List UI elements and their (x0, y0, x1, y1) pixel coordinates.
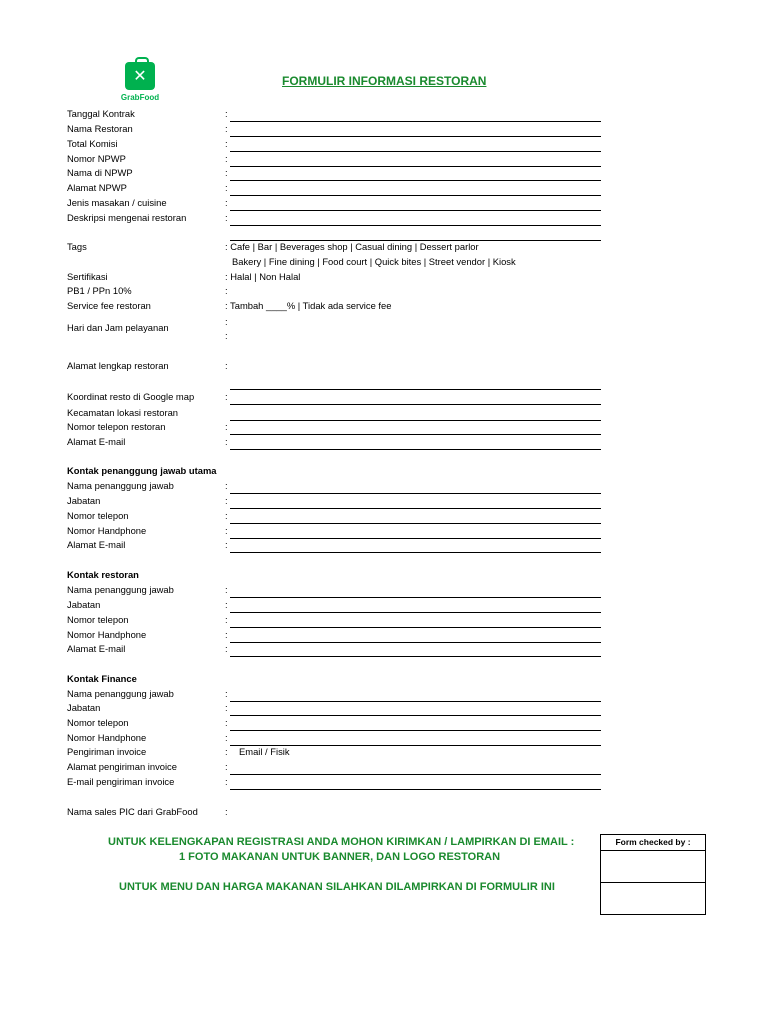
label-utama-nama: Nama penanggung jawab (67, 480, 174, 491)
colon: : (225, 806, 228, 817)
field-line-finance-nama[interactable] (230, 701, 601, 702)
tags-options-row2[interactable]: Bakery | Fine dining | Food court | Quick bites | Street vendor | Kiosk (232, 256, 516, 267)
label-restoran-email: Alamat E-mail (67, 643, 126, 654)
label-tanggal-kontrak: Tanggal Kontrak (67, 108, 135, 119)
label-koordinat: Koordinat resto di Google map (67, 391, 195, 402)
field-line-jenis-masakan[interactable] (230, 210, 601, 211)
label-alamat-npwp: Alamat NPWP (67, 182, 127, 193)
colon: : (225, 153, 228, 164)
label-nama-npwp: Nama di NPWP (67, 167, 133, 178)
colon: : (225, 525, 228, 536)
shopping-bag-icon (125, 62, 155, 90)
field-line-restoran-jabatan[interactable] (230, 612, 601, 613)
field-line-utama-jabatan[interactable] (230, 508, 601, 509)
label-jenis-masakan: Jenis masakan / cuisine (67, 197, 167, 208)
form-checked-box (600, 834, 706, 915)
colon: : (225, 495, 228, 506)
field-line-utama-handphone[interactable] (230, 538, 601, 539)
colon: : (225, 539, 228, 550)
label-hari-jam: Hari dan Jam pelayanan (67, 322, 169, 333)
colon: : (225, 746, 228, 757)
field-line-restoran-nama[interactable] (230, 597, 601, 598)
colon: : (225, 197, 228, 208)
colon: : (225, 688, 228, 699)
footer-instruction-3: UNTUK MENU DAN HARGA MAKANAN SILAHKAN DILAMPIRKAN DI FORMULIR INI (119, 881, 555, 893)
label-total-komisi: Total Komisi (67, 138, 118, 149)
label-pengiriman-invoice: Pengiriman invoice (67, 746, 147, 757)
field-line-finance-jabatan[interactable] (230, 715, 601, 716)
label-finance-handphone: Nomor Handphone (67, 732, 147, 743)
colon: : (225, 761, 228, 772)
colon: : (225, 182, 228, 193)
field-line-koordinat[interactable] (230, 404, 601, 405)
sertifikasi-options[interactable]: : Halal | Non Halal (225, 271, 301, 282)
colon: : (225, 599, 228, 610)
footer-instruction-2: 1 FOTO MAKANAN UNTUK BANNER, DAN LOGO RESTORAN (179, 851, 501, 863)
label-alamat-pengiriman: Alamat pengiriman invoice (67, 761, 177, 772)
label-pb1: PB1 / PPn 10% (67, 285, 132, 296)
pengiriman-invoice-options[interactable]: Email / Fisik (239, 746, 290, 757)
label-utama-telepon: Nomor telepon (67, 510, 129, 521)
field-line-alamat-pengiriman[interactable] (230, 774, 601, 775)
label-restoran-telepon: Nomor telepon (67, 614, 129, 625)
label-nomor-telepon-resto: Nomor telepon restoran (67, 421, 166, 432)
colon: : (225, 108, 228, 119)
colon: : (225, 391, 228, 402)
colon: : (225, 732, 228, 743)
label-finance-telepon: Nomor telepon (67, 717, 129, 728)
fork-knife-icon: ✕ (133, 66, 147, 85)
field-line-total-komisi[interactable] (230, 151, 601, 152)
colon: : (225, 629, 228, 640)
colon: : (225, 123, 228, 134)
field-line-finance-telepon[interactable] (230, 730, 601, 731)
form-checked-label: Form checked by : (601, 835, 705, 851)
colon: : (225, 717, 228, 728)
colon: : (225, 285, 228, 296)
colon: : (225, 614, 228, 625)
label-utama-jabatan: Jabatan (67, 495, 101, 506)
field-line-kecamatan[interactable] (230, 420, 601, 421)
section-heading-utama: Kontak penanggung jawab utama (67, 465, 217, 476)
colon: : (225, 584, 228, 595)
label-restoran-nama: Nama penanggung jawab (67, 584, 174, 595)
label-utama-handphone: Nomor Handphone (67, 525, 147, 536)
label-finance-nama: Nama penanggung jawab (67, 688, 174, 699)
field-line-email-pengiriman[interactable] (230, 789, 601, 790)
label-nomor-npwp: Nomor NPWP (67, 153, 126, 164)
colon: : (225, 316, 228, 327)
field-line-nomor-npwp[interactable] (230, 166, 601, 167)
colon: : (225, 702, 228, 713)
label-deskripsi: Deskripsi mengenai restoran (67, 212, 187, 223)
field-line-alamat-npwp[interactable] (230, 195, 601, 196)
field-line-restoran-email[interactable] (230, 656, 601, 657)
label-service-fee: Service fee restoran (67, 300, 151, 311)
colon: : (225, 776, 228, 787)
field-line-utama-email[interactable] (230, 552, 601, 553)
label-email-pengiriman: E-mail pengiriman invoice (67, 776, 175, 787)
section-heading-finance: Kontak Finance (67, 673, 137, 684)
label-utama-email: Alamat E-mail (67, 539, 126, 550)
label-tags: Tags (67, 241, 87, 252)
field-line-alamat-email[interactable] (230, 449, 601, 450)
field-line-nomor-telepon-resto[interactable] (230, 434, 601, 435)
label-alamat-email: Alamat E-mail (67, 436, 126, 447)
field-line-nama-npwp[interactable] (230, 180, 601, 181)
grabfood-logo (117, 62, 167, 106)
colon: : (225, 480, 228, 491)
label-finance-jabatan: Jabatan (67, 702, 101, 713)
field-line-tanggal-kontrak[interactable] (230, 121, 601, 122)
footer-instruction-1: UNTUK KELENGKAPAN REGISTRASI ANDA MOHON KIRIMKAN / LAMPIRKAN DI EMAIL : (108, 836, 575, 848)
colon: : (225, 436, 228, 447)
logo-text: GrabFood (120, 93, 160, 102)
label-sales-pic: Nama sales PIC dari GrabFood (67, 806, 198, 817)
colon: : (225, 360, 228, 371)
field-line-utama-nama[interactable] (230, 493, 601, 494)
label-kecamatan: Kecamatan lokasi restoran (67, 407, 178, 418)
colon: : (225, 138, 228, 149)
label-restoran-handphone: Nomor Handphone (67, 629, 147, 640)
field-line-alamat-lengkap[interactable] (230, 389, 601, 390)
field-line-utama-telepon[interactable] (230, 523, 601, 524)
colon: : (225, 330, 228, 341)
field-line-deskripsi-1[interactable] (230, 225, 601, 226)
colon: : (225, 167, 228, 178)
label-alamat-lengkap: Alamat lengkap restoran (67, 360, 169, 371)
field-line-nama-restoran[interactable] (230, 136, 601, 137)
service-fee-options[interactable]: : Tambah ____% | Tidak ada service fee (225, 300, 392, 311)
page-title: FORMULIR INFORMASI RESTORAN (282, 74, 487, 88)
label-nama-restoran: Nama Restoran (67, 123, 133, 134)
field-line-restoran-telepon[interactable] (230, 627, 601, 628)
label-restoran-jabatan: Jabatan (67, 599, 101, 610)
field-line-restoran-handphone[interactable] (230, 642, 601, 643)
section-heading-restoran: Kontak restoran (67, 569, 139, 580)
colon: : (225, 421, 228, 432)
colon: : (225, 510, 228, 521)
label-sertifikasi: Sertifikasi (67, 271, 108, 282)
form-checked-divider (601, 882, 705, 883)
colon: : (225, 643, 228, 654)
tags-options-row1[interactable]: : Cafe | Bar | Beverages shop | Casual dining | Dessert parlor (225, 241, 479, 252)
colon: : (225, 212, 228, 223)
